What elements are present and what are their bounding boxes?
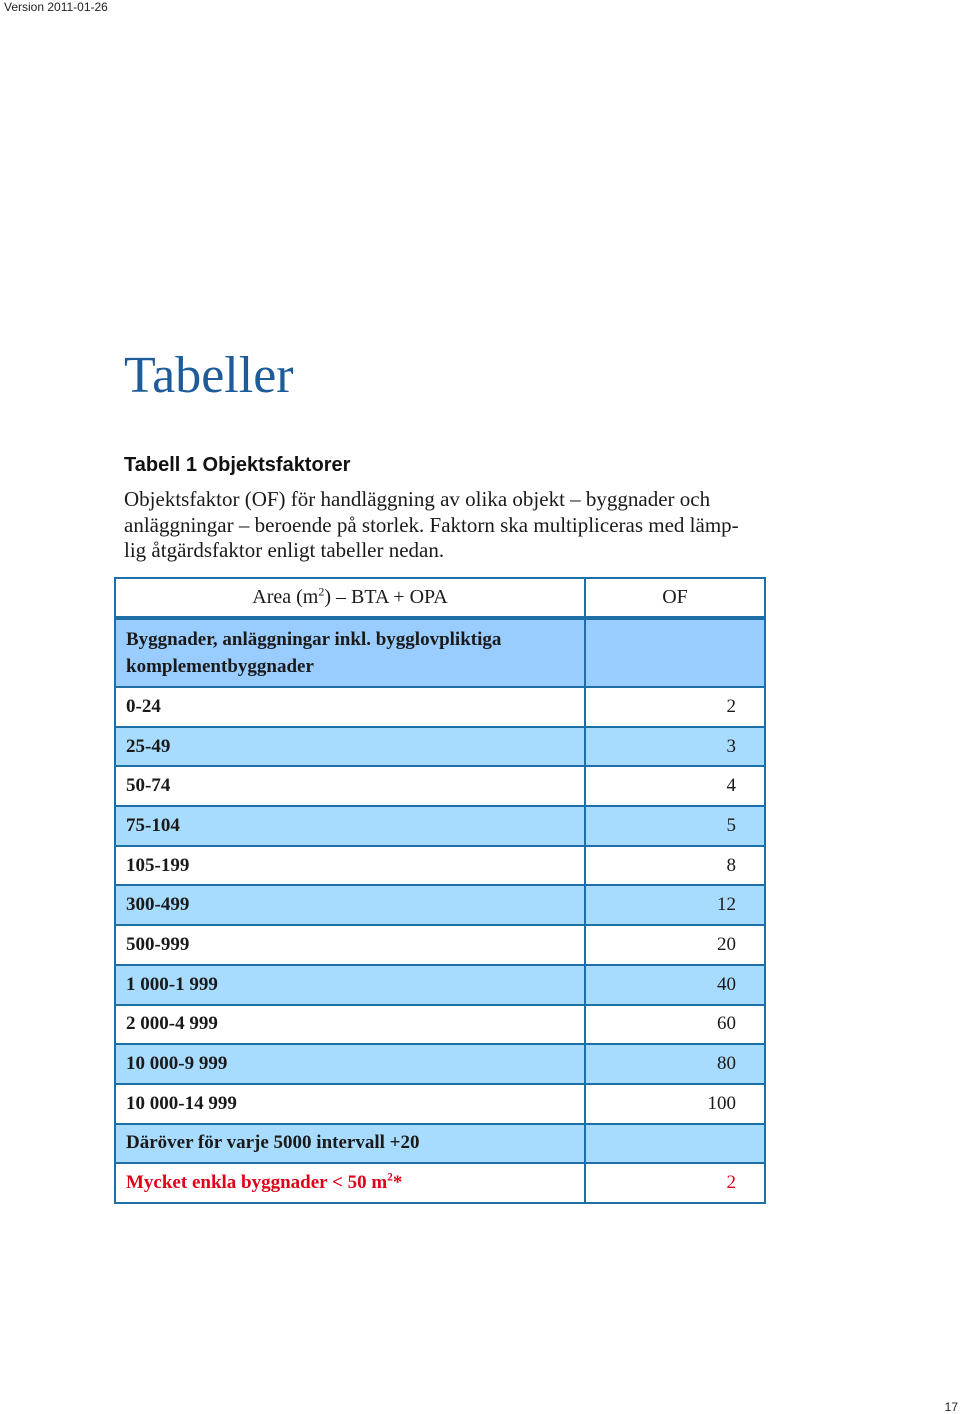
object-factor-table xyxy=(114,577,766,1204)
table-row xyxy=(115,885,765,925)
simple-buildings-row xyxy=(115,1163,765,1203)
range-cell: 500-999 xyxy=(115,925,585,965)
of-value-cell: 12 xyxy=(585,885,765,925)
range-cell: 300-499 xyxy=(115,885,585,925)
of-value-cell: 2 xyxy=(585,687,765,727)
table-row xyxy=(115,687,765,727)
range-cell: 2 000-4 999 xyxy=(115,1005,585,1045)
of-value-cell: 20 xyxy=(585,925,765,965)
table-row xyxy=(115,965,765,1005)
range-cell: 50-74 xyxy=(115,766,585,806)
of-value-cell: 8 xyxy=(585,846,765,886)
simple-buildings-label: Mycket enkla byggnader < 50 $m^2*$ xyxy=(115,1163,585,1203)
table-row xyxy=(115,1005,765,1045)
range-cell: 0-24 xyxy=(115,687,585,727)
table-header-row xyxy=(115,578,765,618)
range-cell: 75-104 xyxy=(115,806,585,846)
page-number: 17 xyxy=(944,1400,958,1414)
intro-line: lig åtgärdsfaktor enligt tabeller nedan. xyxy=(124,538,445,562)
table-row xyxy=(115,766,765,806)
range-cell: 10 000-9 999 xyxy=(115,1044,585,1084)
category-cell: Byggnader, anläggningar inkl. bygglovpliktiga komplementbyggnader xyxy=(115,618,585,687)
of-value-cell: 5 xyxy=(585,806,765,846)
of-value-cell: 3 xyxy=(585,727,765,767)
of-value-cell xyxy=(585,1124,765,1164)
table-row xyxy=(115,727,765,767)
page-title: Tabeller xyxy=(124,347,294,404)
category-of-cell xyxy=(585,618,765,687)
range-cell: Däröver för varje 5000 intervall +20 xyxy=(115,1124,585,1164)
of-value-cell: 100 xyxy=(585,1084,765,1124)
intro-line: anläggningar – beroende på storlek. Faktorn ska multipliceras med lämp- xyxy=(124,512,739,537)
table-row xyxy=(115,806,765,846)
of-header-cell: OF xyxy=(585,578,765,618)
of-value-cell: 80 xyxy=(585,1044,765,1084)
of-value-cell: 4 xyxy=(585,766,765,806)
intro-line: Objektsfaktor (OF) för handläggning av olika objekt – byggnader och xyxy=(124,487,711,511)
range-cell: 105-199 xyxy=(115,846,585,886)
version-label: Version 2011-01-26 xyxy=(4,0,108,14)
table-heading: Tabell 1 Objektsfaktorer xyxy=(124,454,351,476)
range-cell: 1 000-1 999 xyxy=(115,965,585,1005)
category-row xyxy=(115,618,765,687)
range-cell: 25-49 xyxy=(115,727,585,767)
of-value-cell: 60 xyxy=(585,1005,765,1045)
area-header-cell: Area $(m^2)$ – BTA + OPA xyxy=(115,578,585,618)
simple-buildings-of: 2 xyxy=(585,1163,765,1203)
table-row xyxy=(115,1124,765,1164)
table-row xyxy=(115,925,765,965)
table-row xyxy=(115,1084,765,1124)
table-row xyxy=(115,846,765,886)
range-cell: 10 000-14 999 xyxy=(115,1084,585,1124)
table-row xyxy=(115,1044,765,1084)
of-value-cell: 40 xyxy=(585,965,765,1005)
intro-paragraph xyxy=(124,487,774,564)
